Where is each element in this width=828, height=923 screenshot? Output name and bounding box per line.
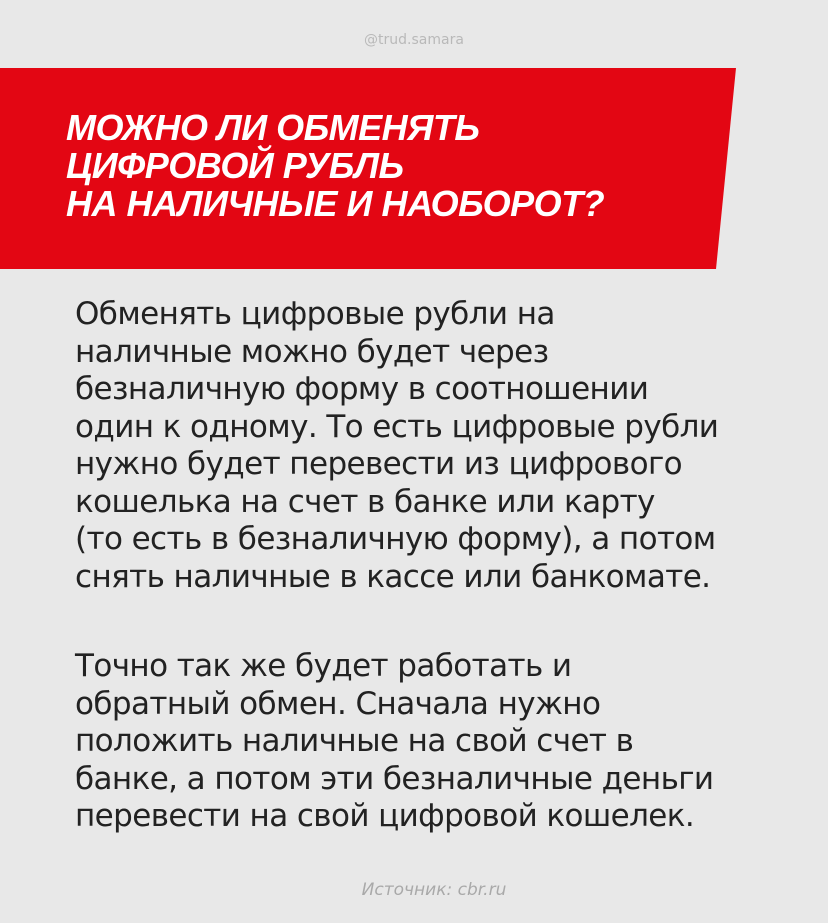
title-line: НА НАЛИЧНЫЕ И НАОБОРОТ?	[66, 183, 605, 224]
title-line: ЦИФРОВОЙ РУБЛЬ	[66, 145, 404, 186]
text-line: банке, а потом эти безналичные деньги	[75, 760, 714, 797]
text-line: один к одному. То есть цифровые рубли	[75, 408, 719, 445]
text-line: положить наличные на свой счет в	[75, 723, 634, 759]
text-line: Обменять цифровые рубли на	[75, 296, 555, 332]
title-line: МОЖНО ЛИ ОБМЕНЯТЬ	[66, 107, 480, 148]
text-line: снять наличные в кассе или банкомате.	[75, 558, 711, 595]
text-line: Точно так же будет работать и	[75, 648, 572, 684]
text-line: кошелька на счет в банке или карту	[75, 483, 655, 520]
text-line: безналичную форму в соотношении	[75, 371, 649, 407]
paragraph-exchange-to-cash	[75, 296, 765, 596]
text-line: обратный обмен. Сначала нужно	[75, 685, 601, 722]
text-line: наличные можно будет через	[75, 333, 549, 370]
account-handle: @trud.samara	[364, 32, 464, 48]
paragraph-reverse-exchange	[75, 648, 765, 836]
text-line: нужно будет перевести из цифрового	[75, 446, 683, 482]
text-line: перевести на свой цифровой кошелек.	[75, 798, 695, 834]
source-caption: Источник: cbr.ru	[361, 880, 507, 900]
page-title	[66, 109, 726, 223]
text-line: (то есть в безналичную форму), а потом	[75, 521, 716, 557]
